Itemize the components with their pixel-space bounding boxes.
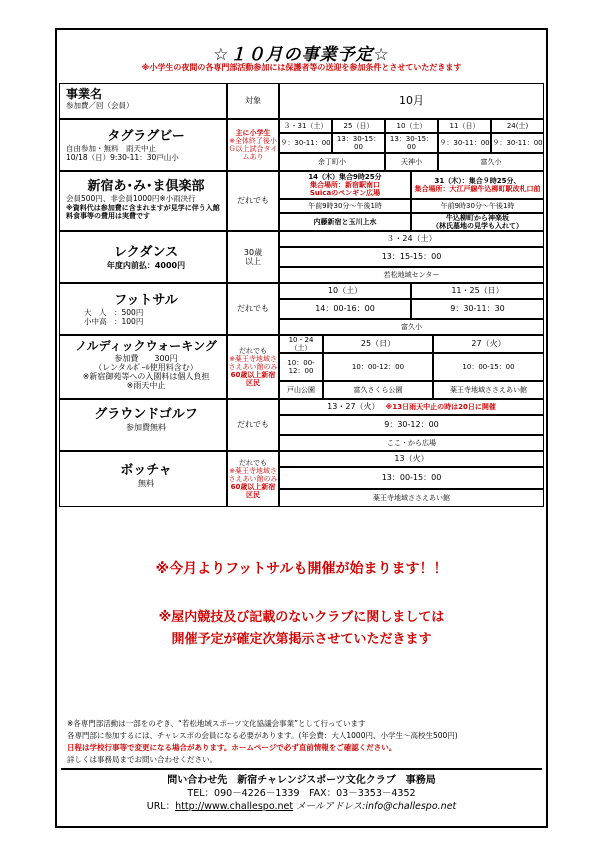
amima-a-place2: Suicaのペンギン広場	[309, 189, 381, 198]
walk-rain-note: ※雨天中止	[126, 381, 166, 391]
walk-fee-note: （レンタルﾎﾟｰﾙ使用料含む）	[94, 362, 198, 372]
walk-place-2: 富久さくら公園	[323, 381, 433, 399]
amima-note: ※資料代は参加費に含まれますが見学に伴う入館料食事等の費用は実費です	[66, 203, 220, 220]
row-tag-rugby-name	[59, 119, 227, 171]
golf-place: ここ・から広場	[279, 435, 544, 451]
tag-time-3: 13：30-15：00	[385, 133, 438, 153]
row-futsal-name	[59, 283, 227, 335]
walk-place-1: 戸山公園	[279, 381, 323, 399]
futsal-time-1: 14：00-16：00	[279, 299, 411, 319]
note-4: 詳しくは事務局までお問い合わせください。	[67, 755, 217, 764]
amima-target: だれでも	[227, 171, 279, 231]
golf-fee: 参加費無料	[126, 422, 166, 432]
walk-target-all: だれでも	[239, 346, 267, 355]
contact-box	[61, 768, 542, 828]
amima-b-course2: （林氏墓地の見学も入れて）	[432, 222, 523, 230]
boccia-title: ボッチャ	[120, 463, 172, 478]
tag-date-1: ３・31（土）	[279, 119, 332, 133]
futsal-fee-adult: 大 人 ：500円	[84, 307, 144, 317]
indoor-announcement-1: ※屋内競技及び記載のないクラブに関しましては	[158, 610, 445, 625]
dance-target-above: 以上	[245, 257, 261, 266]
golf-date-cell	[279, 399, 544, 415]
walk-place-3: 薬王寺地域ささえあい館	[433, 381, 544, 399]
futsal-time-2: 9：30-11：30	[411, 299, 544, 319]
walk-target-note: ※薬王寺地域ささえあい館のみ	[228, 354, 278, 371]
row-boccia-name	[59, 451, 227, 507]
tag-place-1: 余丁町小	[279, 153, 385, 171]
golf-target: だれでも	[227, 399, 279, 451]
tag-place-3: 富久小	[438, 153, 544, 171]
walk-title: ノルディックウォーキング	[75, 339, 217, 353]
schedule-table	[59, 83, 544, 569]
tag-rugby-target-note: ※全体終了後小Ｇ以上試合タイムあり	[228, 136, 278, 162]
amima-b-time: 午前9時30分〜午後1時	[411, 199, 544, 213]
amima-b-head: 31（木）：集合９時25分、	[434, 176, 521, 185]
contact-web	[61, 800, 542, 813]
amima-trip-a	[279, 171, 411, 199]
tag-date-5: 24(土)	[491, 119, 544, 133]
boccia-target	[227, 451, 279, 507]
boccia-target-senior: 60歳以上新宿区民	[230, 483, 276, 500]
golf-time: 9：30-12：00	[279, 415, 544, 435]
url-label: URL：	[146, 801, 176, 812]
golf-title: グラウンドゴルフ	[94, 407, 198, 422]
futsal-date-1: 10（土）	[279, 283, 411, 299]
row-walk-name	[59, 335, 227, 399]
header-target: 対象	[227, 83, 279, 119]
dance-fee: 年度内前払：4000円	[106, 260, 186, 270]
walk-time-1: 10：00-12：00	[279, 353, 323, 381]
row-amima-name	[59, 171, 227, 231]
amima-a-head: 14（木）集合9時25分	[308, 172, 382, 181]
email-address[interactable]: メールアドレス:info@challespo.net	[296, 801, 457, 812]
header-fee: 参加費／回（会員）	[66, 100, 134, 110]
futsal-target: だれでも	[227, 283, 279, 335]
amima-a-course: 内藤新宿と玉川上水	[279, 213, 411, 231]
walk-target	[227, 335, 279, 399]
futsal-title: フットサル	[114, 293, 178, 308]
tag-place-2: 天神小	[385, 153, 438, 171]
tag-date-3: 10（土）	[385, 119, 438, 133]
amima-trip-b	[411, 171, 544, 199]
tag-rugby-target-main: 主に小学生	[235, 128, 271, 137]
amima-title: 新宿あ･み･ま倶楽部	[87, 179, 205, 194]
golf-date-note: ※13日雨天中止の時は20日に開催	[385, 402, 496, 411]
boccia-date: 13（火）	[279, 451, 544, 467]
tag-rugby-fee: 自由参加・無料 雨天中止	[66, 143, 156, 153]
dance-place: 若松地域センター	[279, 267, 544, 283]
walk-target-senior: 60歳以上新宿区民	[230, 371, 276, 388]
boccia-fee: 無料	[138, 478, 154, 488]
note-1: ※各専門部活動は一部をのぞき、“若松地域スポーツ文化協議会事業”として行っています	[67, 719, 366, 728]
row-golf-name	[59, 399, 227, 451]
indoor-announcement-2: 開催予定が確定次第掲示させていただきます	[171, 632, 432, 647]
walk-time-3: 10：00-15：00	[433, 353, 544, 381]
contact-title: 問い合わせ先 新宿チャレンジスポーツ文化クラブ 事務局	[167, 775, 436, 786]
walk-time-2: 10：00-12：00	[323, 353, 433, 381]
note-3: 日程は学校行事等で変更になる場合があります。ホームページで必ず直前情報をご確認ください。	[67, 743, 397, 752]
tag-time-4: ９：30-11：00	[438, 133, 491, 153]
tag-date-2: 25（日）	[332, 119, 385, 133]
boccia-target-all: だれでも	[239, 458, 267, 467]
header-month: 10月	[279, 83, 544, 119]
tag-time-5: ９：30-11：00	[491, 133, 544, 153]
futsal-place: 富久小	[279, 319, 544, 335]
tag-time-2: 13：30-15：00	[332, 133, 385, 153]
futsal-date-2: 11・25（日）	[411, 283, 544, 299]
tag-rugby-title: タグラグビー	[107, 129, 185, 144]
tag-rugby-target	[227, 119, 279, 171]
page-title: ☆１０月の事業予定☆	[213, 45, 390, 65]
amima-b-course: 牛込柳町から神楽坂	[446, 213, 509, 222]
row-dance-name	[59, 231, 227, 283]
futsal-announcement: ※今月よりフットサルも開催が始まります！！	[155, 561, 448, 577]
golf-date: 13・27（火）	[327, 402, 380, 412]
amima-a-place: 集合場所：新宿駅南口	[310, 180, 380, 189]
schedule-sheet	[55, 28, 548, 828]
dance-target	[227, 231, 279, 283]
tag-rugby-extra: 10/18（日）9:30-11：30戸山小	[66, 152, 179, 162]
tag-time-1: ９：30-11：00	[279, 133, 332, 153]
tag-date-4: 11（日）	[438, 119, 491, 133]
dance-title: レクダンス	[113, 245, 179, 260]
amima-b-course-cell	[411, 213, 544, 231]
title-area	[57, 30, 546, 84]
walk-date-2: 25（日）	[323, 335, 433, 353]
guardian-notice: ※小学生の夜間の各専門部活動参加には保護者等の送迎を参加条件とさせていただきます	[141, 63, 462, 72]
boccia-place: 薬王寺地域ささえあい館	[279, 489, 544, 507]
header-name-cell	[59, 83, 227, 119]
walk-date-1: 10・24（土）	[279, 335, 323, 353]
futsal-fee-child: 小中高 ：100円	[84, 316, 144, 326]
amima-a-time: 午前9時30分〜午後1時	[279, 199, 411, 213]
walk-fee: 参加費 300円	[114, 353, 178, 363]
amima-fee: 会員500円、非会員1000円※小雨決行	[66, 193, 196, 203]
boccia-time: 13：00-15：00	[279, 467, 544, 489]
dance-time: 13：15-15：00	[279, 247, 544, 267]
amima-b-place: 集合場所：大江戸線牛込柳町駅改札口前	[414, 185, 541, 193]
dance-date: ３・24（土）	[279, 231, 544, 247]
boccia-target-note: ※薬王寺地域ささえあい館のみ	[228, 466, 278, 483]
note-2: 各専門部に参加するには、チャレスポの会員になる必要があります。(年会費：大人1000円、小学生〜高校生500円)	[67, 731, 458, 740]
contact-phone: TEL：090－4226－1339 FAX：03－3353－4352	[187, 788, 416, 799]
header-name: 事業名	[66, 87, 103, 101]
website-link[interactable]: http://www.challespo.net	[175, 801, 294, 812]
dance-target-age: 30歳	[243, 247, 263, 257]
walk-entry-note: ※新宿御苑等への入園料は個人負担	[82, 372, 210, 382]
walk-date-3: 27（火）	[433, 335, 544, 353]
